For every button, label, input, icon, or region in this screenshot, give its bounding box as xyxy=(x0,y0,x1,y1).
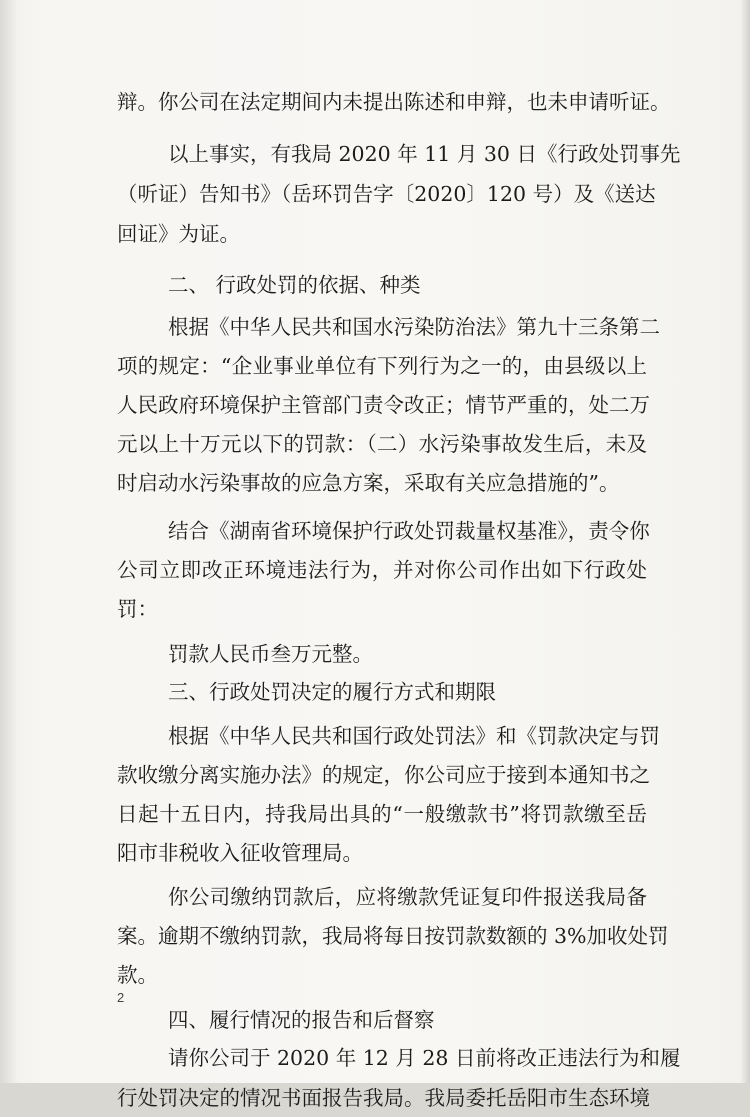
body-line: 款。 xyxy=(117,963,158,987)
body-line: （听证）告知书》（岳环罚告字〔2020〕120 号）及《送达 xyxy=(117,182,656,206)
body-line: 元以上十万元以下的罚款：（二）水污染事故发生后，未及 xyxy=(117,432,647,456)
body-line: 辩。你公司在法定期间内未提出陈述和申辩，也未申请听证。 xyxy=(117,90,671,114)
body-line: 款收缴分离实施办法》的规定，你公司应于接到本通知书之 xyxy=(117,763,650,787)
section-heading: 三、行政处罚决定的履行方式和期限 xyxy=(168,680,496,704)
body-line: 以上事实，有我局 2020 年 11 月 30 日《行政处罚事先 xyxy=(168,142,681,166)
body-line: 项的规定：“企业事业单位有下列行为之一的，由县级以上 xyxy=(117,354,647,378)
body-line: 阳市非税收入征收管理局。 xyxy=(117,841,363,865)
body-line: 人民政府环境保护主管部门责令改正；情节严重的，处二万 xyxy=(117,393,650,417)
body-line: 根据《中华人民共和国行政处罚法》和《罚款决定与罚 xyxy=(168,724,660,748)
page-edge-shadow-left xyxy=(0,0,18,1083)
section-heading: 四、履行情况的报告和后督察 xyxy=(168,1008,435,1032)
body-line: 回证》为证。 xyxy=(117,222,240,246)
body-line: 罚： xyxy=(117,597,158,621)
body-line: 日起十五日内，持我局出具的“一般缴款书”将罚款缴至岳 xyxy=(117,802,647,826)
body-line: 你公司缴纳罚款后，应将缴款凭证复印件报送我局备 xyxy=(168,885,647,909)
body-line: 公司立即改正环境违法行为，并对你公司作出如下行政处 xyxy=(117,558,647,582)
body-line: 案。逾期不缴纳罚款，我局将每日按罚款数额的 3%加收处罚 xyxy=(117,924,669,948)
body-line: 根据《中华人民共和国水污染防治法》第九十三条第二 xyxy=(168,315,660,339)
page-edge-shadow-right xyxy=(740,0,750,1083)
body-line: 罚款人民币叁万元整。 xyxy=(168,642,373,666)
body-line: 行处罚决定的情况书面报告我局。我局委托岳阳市生态环境 xyxy=(117,1086,650,1110)
body-line: 结合《湖南省环境保护行政处罚裁量权基准》，责令你 xyxy=(168,519,650,543)
section-heading: 二、 行政处罚的依据、种类 xyxy=(168,273,421,297)
body-line: 请你公司于 2020 年 12 月 28 日前将改正违法行为和履 xyxy=(168,1046,681,1070)
body-line: 时启动水污染事故的应急方案，采取有关应急措施的”。 xyxy=(117,471,620,495)
document-body xyxy=(117,83,681,1117)
page-number: 2 xyxy=(117,990,125,1005)
